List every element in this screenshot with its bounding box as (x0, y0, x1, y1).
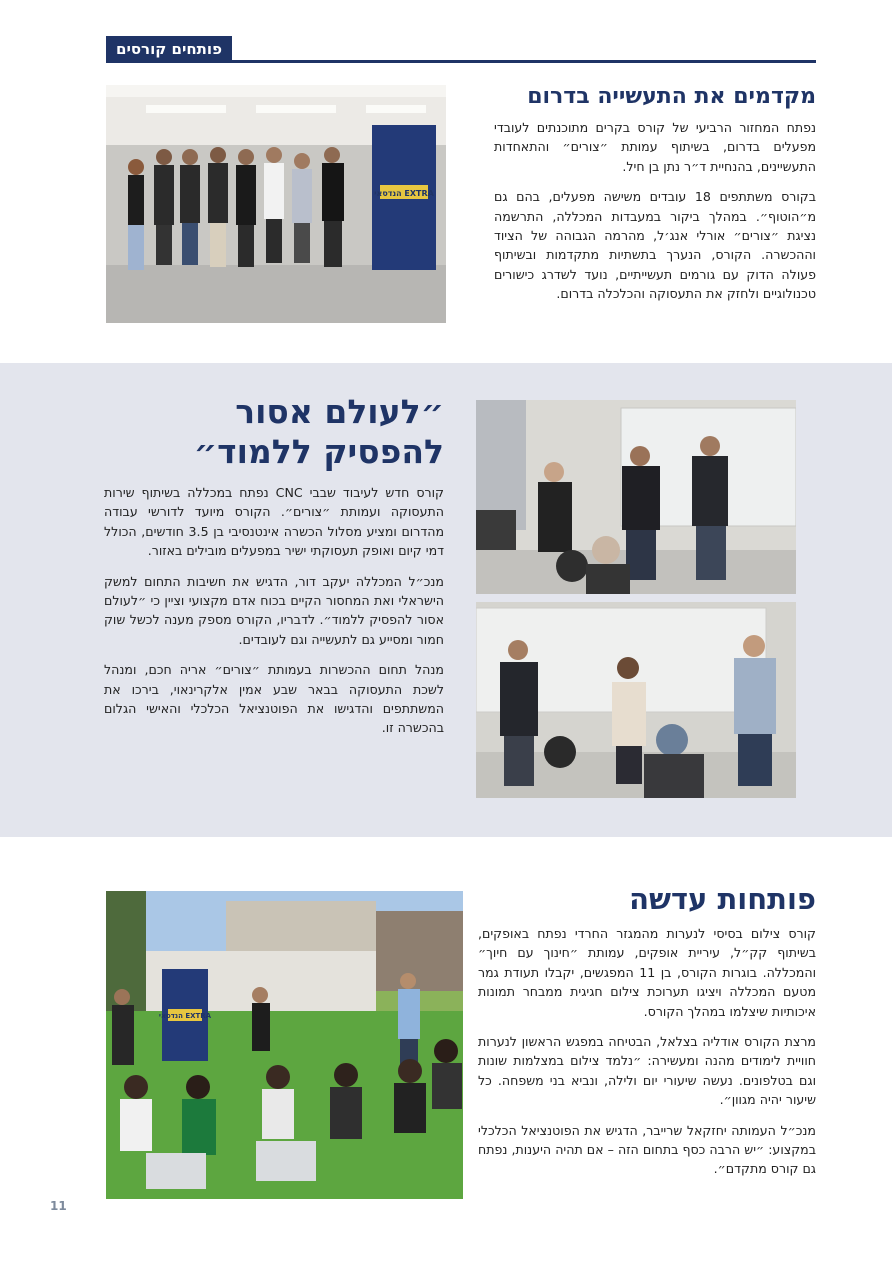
banner-text: הנדסאי EXTRA (158, 1012, 212, 1020)
article3-title: פותחות עדשה (629, 882, 816, 916)
section-label: פותחים קורסים (116, 40, 222, 58)
article1-title: מקדמים את התעשייה בדרום (527, 84, 816, 109)
article2-classroom-photo-1 (476, 400, 796, 594)
article3-outdoor-photo (106, 891, 463, 1199)
article3-paragraph: קורס צילום בסיסי לנערות מהמגזר החרדי נפתח באופקים, בשיתוף קק״ל, עיריית אופקים, עמותת ״חינוך עם חיוך״ והמכללה. בוגרות הקורס, בן 11 המפגשים, יקבלו תעודת גמר מטעם המכללה ויציגו תערוכת צילום חגיגית ממבחר תמונות איכותיות שיצלמו במהלך הקורס. (478, 926, 816, 1019)
classroom-photo-illustration (476, 400, 796, 594)
article1-body (494, 118, 816, 304)
article2-paragraph: מנכ״ל המכללה יעקב דור, הדגיש את חשיבות התחום למשק הישראלי ואת המחסור הקיים בכוח אדם מקצועי וציין כי ״לעולם אסור להפסיק ללמוד״. לדבריו, הקורס מספק מענה לכשל שוק חמור ומסייע גם לתעשייה וגם לעובדים. (104, 573, 444, 647)
article2-body (104, 483, 444, 738)
outdoor-photo-illustration (106, 891, 463, 1199)
article3-body (478, 924, 816, 1179)
header-divider (106, 60, 816, 63)
article2-title-line2: להפסיק ללמוד״ (193, 432, 444, 471)
article2-title-line1: ״לעולם אסור (235, 392, 444, 431)
article3-paragraph: מרצת הקורס אודליה בצלאל, הבטיחה במפגש הראשון לנערות חוויית לימודים מהנה ומעשירה: ״נלמד צילום במצלמות שונות וגם בטלפונים. נעשה שיעורי יום ולילה, ונביא בני משפחה. כל שיעור יהיה מגוון״. (478, 1034, 816, 1108)
classroom-photo-illustration (476, 602, 796, 798)
article2-paragraph: קורס חדש לעיבוד שבבי CNC נפתח במכללה בשיתוף שירות התעסוקה ועמותת ״צורים״. הקורס מיועד לדורשי עבודה מהדרום ומציע מסלול הכשרה אינטנסיבי בן 3.5 חודשים, הכולל דמי קיום ואופק תעסוקתי ישיר במפעלים מובילים באזור. (104, 485, 444, 559)
section-tag (106, 36, 232, 62)
article1-paragraph: נפתח המחזור הרביעי של קורס בקרים מתוכנתים לעובדי מפעלים בדרום, בשיתוף עמותת ״צורים״ והתאחדות התעשיינים, בהנחיית ד״ר נתן בן חיל. (494, 120, 816, 174)
article3-paragraph: מנכ״ל העמותה יחזקאל שרייבר, הדגיש את הפוטנציאל הכלכלי במקצוע: ״יש הרבה כסף בתחום הזה – אם תהיה היענות, נפתח גם קורס מתקדם״. (478, 1122, 816, 1177)
article2-classroom-photo-2 (476, 602, 796, 798)
article1-group-photo (106, 85, 446, 323)
article1-paragraph: בקורס משתתפים 18 עובדים משישה מפעלים, בהם גם מ״הוטוף״. במהלך ביקור במעבדות המכללה, התרשמה נציגת ״צורים״ אורלי אנג׳ל, מהרמה הגבוהה של הציוד וההכשרה. הקורס, הנערך בתשתיות מתקדמות ובשיתוף פעולה הדוק עם גורמים תעשייתיים, נועד לשדרג כישורים טכנולוגיים ולחזק את התעסוקה והכלכלה בדרום. (494, 189, 816, 302)
article2-title (144, 392, 444, 472)
banner-text: הנדסאי EXTRA (374, 189, 434, 198)
group-photo-illustration (106, 85, 446, 323)
article2-paragraph: מנהל תחום ההכשרות בעמותת ״צורים״ אריה חכם, ומנהל לשכת התעסוקה בבאר שבע אמין אלקרינאוי, בירכו את המשתתפים והדגישו את הפוטנציאל הכלכלי והאישי הגלום בהכשרה זו. (104, 662, 444, 736)
page-number: 11 (50, 1199, 67, 1213)
